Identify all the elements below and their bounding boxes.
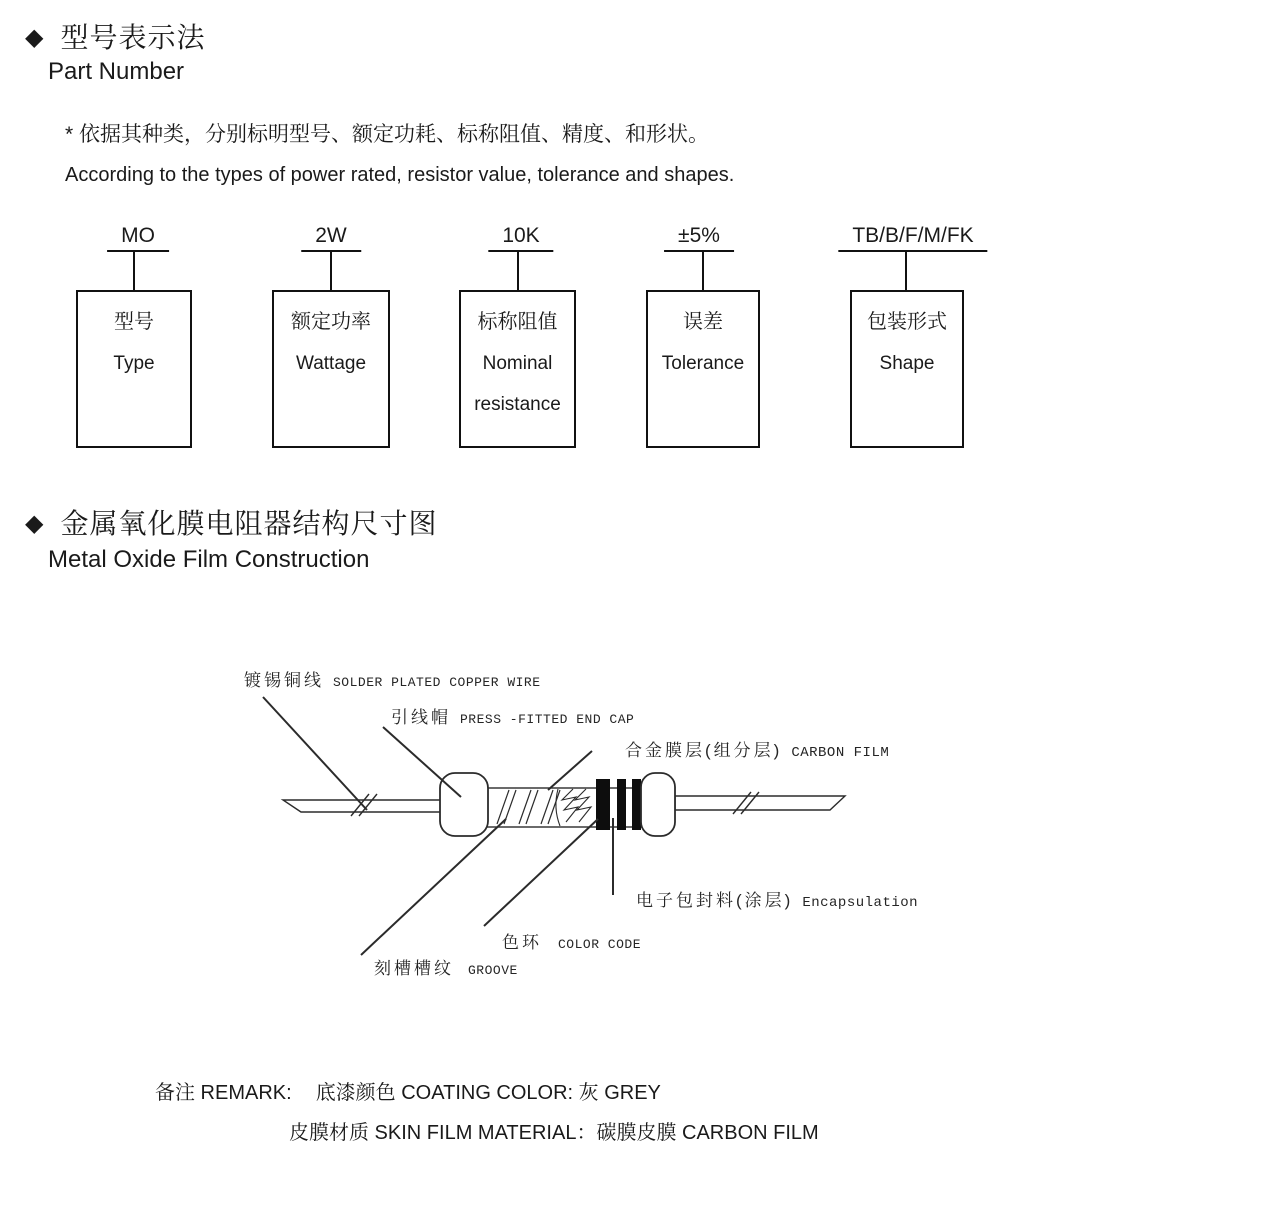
- pn-connector-tolerance: [702, 252, 704, 290]
- callout-end-cap-en: PRESS -FITTED END CAP: [460, 712, 635, 727]
- pn-connector-wattage: [330, 252, 332, 290]
- pn-box-tolerance-en2: [648, 384, 758, 425]
- pn-code-shape: TB/B/F/M/FK: [838, 220, 987, 252]
- section-title-construction: [25, 502, 437, 542]
- callout-end-cap: [391, 703, 634, 728]
- callout-copper-wire-zh: 镀锡铜线: [244, 671, 324, 690]
- end-cap-left: [440, 773, 488, 836]
- remark-coating-color: 底漆颜色 COATING COLOR: 灰 GREY: [315, 1082, 661, 1104]
- callout-copper-wire: [244, 666, 541, 691]
- pn-box-type-zh: 型号: [114, 311, 154, 333]
- pn-box-shape: [850, 290, 964, 448]
- pn-box-wattage-zh: 额定功率: [291, 311, 371, 333]
- remark-line-1: [155, 1076, 661, 1105]
- pn-box-tolerance-en: Tolerance: [661, 353, 745, 374]
- pn-box-wattage: [272, 290, 390, 448]
- pn-box-resistance-zh: 标称阻值: [477, 311, 558, 333]
- callout-carbon-film: [625, 736, 889, 761]
- part-number-note-zh: * 依据其种类，分别标明型号、额定功耗、标称阻值、精度、和形状。: [65, 123, 710, 146]
- remark-line-2: [289, 1116, 819, 1145]
- leader-copper-wire: [263, 697, 367, 810]
- pn-box-resistance-en: Nominal: [482, 353, 553, 374]
- callout-encapsulation-zh: 电子包封料(涂层): [636, 891, 794, 910]
- pn-box-shape-zh: 包装形式: [867, 311, 947, 333]
- color-code-bands: [596, 779, 641, 830]
- callout-encapsulation: [636, 886, 918, 911]
- callout-copper-wire-en: SOLDER PLATED COPPER WIRE: [333, 675, 541, 690]
- pn-box-tolerance: [646, 290, 760, 448]
- pn-box-resistance: [459, 290, 576, 448]
- callout-groove-zh: 刻槽槽纹: [374, 959, 454, 978]
- leader-carbon-film: [548, 751, 592, 790]
- pn-connector-type: [133, 252, 135, 290]
- callout-groove-en: GROOVE: [468, 963, 518, 978]
- pn-connector-shape: [905, 252, 907, 290]
- part-number-title-en: Part Number: [48, 58, 185, 85]
- part-number-note-en: According to the types of power rated, resistor value, tolerance and shapes.: [65, 164, 735, 186]
- pn-box-tolerance-zh: 误差: [683, 311, 723, 333]
- callout-color-code-zh: 色环: [502, 933, 542, 952]
- color-band-1: [596, 779, 610, 830]
- leader-groove: [361, 819, 506, 955]
- lead-wire-right: [675, 796, 845, 810]
- leader-color-code: [484, 819, 598, 926]
- remark-label: 备注 REMARK:: [155, 1082, 292, 1104]
- leader-end-cap: [383, 727, 461, 797]
- callout-color-code-en: COLOR CODE: [558, 937, 642, 952]
- diamond-bullet-icon: ◆: [25, 24, 45, 51]
- construction-title-en: Metal Oxide Film Construction: [48, 546, 370, 573]
- pn-box-shape-en2: [852, 384, 962, 425]
- pn-code-tolerance: ±5%: [664, 220, 734, 252]
- pn-box-resistance-en2: resistance: [474, 394, 561, 415]
- pn-code-resistance: 10K: [488, 220, 553, 252]
- remark-skin-film: 皮膜材质 SKIN FILM MATERIAL：碳膜皮膜 CARBON FILM: [289, 1122, 819, 1144]
- diamond-bullet-icon: ◆: [25, 510, 45, 537]
- section-title-part-number: [25, 16, 205, 56]
- color-band-3: [632, 779, 641, 830]
- color-band-2: [617, 779, 626, 830]
- callout-end-cap-zh: 引线帽: [391, 708, 451, 727]
- pn-box-wattage-en: Wattage: [295, 353, 367, 374]
- pn-box-shape-en: Shape: [879, 353, 935, 374]
- pn-box-type: [76, 290, 192, 448]
- pn-box-wattage-en2: [274, 384, 388, 425]
- construction-title-zh: 金属氧化膜电阻器结构尺寸图: [60, 508, 438, 539]
- pn-connector-resistance: [517, 252, 519, 290]
- callout-groove: [374, 954, 518, 979]
- part-number-title-zh: 型号表示法: [60, 22, 206, 53]
- pn-code-wattage: 2W: [301, 220, 361, 252]
- pn-box-type-en2: [78, 384, 190, 425]
- pn-box-type-en: Type: [113, 353, 155, 374]
- callout-carbon-film-en: CARBON FILM: [791, 745, 890, 761]
- callout-color-code: [502, 928, 641, 953]
- callout-carbon-film-zh: 合金膜层(组分层): [625, 741, 783, 760]
- callout-encapsulation-en: Encapsulation: [802, 895, 919, 911]
- pn-code-type: MO: [107, 220, 169, 252]
- end-cap-right: [641, 773, 675, 836]
